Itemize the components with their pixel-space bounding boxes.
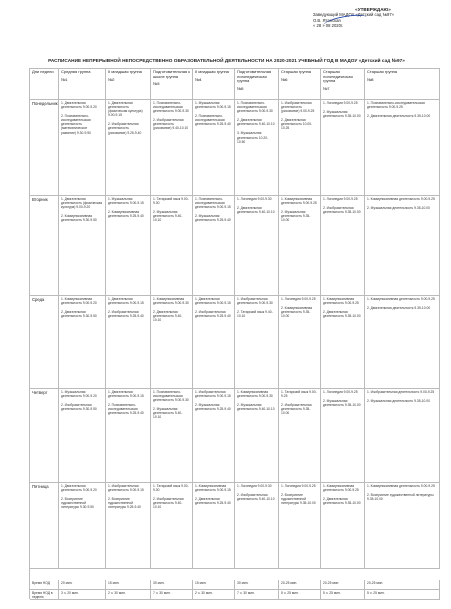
weekday-label: Понедельник: [30, 100, 59, 196]
activity-entry: 1. Двигательная деятельность 9.00-9.15: [108, 390, 144, 399]
approval-signature: [313, 18, 433, 23]
footer-value: 5 ч. 25 мин.: [321, 590, 365, 600]
column-header: [235, 69, 279, 100]
activity-entry: 2. Двигательная деятельность 9.40-10.10: [237, 206, 275, 215]
activity-entry: 2. Двигательная деятельность 9.35-10.00: [323, 497, 361, 506]
activity-entry: 1. Коммуникативная деятельность 9.00-9.25: [323, 484, 359, 493]
schedule-cell: [193, 483, 235, 569]
schedule-cell: [235, 296, 279, 389]
activity-entry: 1. Изобразительная деятельность 9.00-9.15: [195, 390, 231, 399]
schedule-cell: [235, 196, 279, 296]
activity-entry: 2. Коммуникативная деятельность 9.35-10.00: [281, 306, 313, 319]
activity-entry: 1. Коммуникативная деятельность 9.00-9.15: [195, 484, 231, 493]
schedule-cell: [151, 196, 193, 296]
activity-entry: 1. Двигательная деятельность 9.00-9.15: [108, 297, 144, 306]
footer-value: 20-25 мин.: [321, 580, 365, 590]
column-group-name: Дни недели: [32, 69, 54, 74]
activity-entry: 3. Музыкальная деятельность 10.20-10.50: [237, 131, 269, 144]
footer-value: 5 ч. 25 мин.: [279, 590, 321, 600]
column-group-number: №4: [195, 76, 202, 82]
schedule-cell: [235, 389, 279, 483]
activity-entry: 2. Восприятие художественной литературы 9.35-10.00: [367, 493, 434, 502]
activity-entry: 2. Коммуникативная деятельность 9.25-9.40: [108, 210, 144, 219]
activity-entry: 1. Коммуникативная деятельность 9.00-9.25: [323, 297, 359, 306]
schedule-cell: [321, 483, 365, 569]
schedule-cell: [59, 100, 106, 196]
schedule-cell: [279, 483, 321, 569]
schedule-cell: [279, 196, 321, 296]
column-group-name: II младшая группа: [195, 69, 229, 74]
footer-value: 7 ч. 30 мин.: [235, 590, 279, 600]
column-header: [321, 69, 365, 100]
schedule-cell: [365, 483, 440, 569]
schedule-cell: [321, 196, 365, 296]
activity-entry: 2. Музыкальная деятельность 9.35-10.00: [367, 206, 430, 211]
schedule-cell: [151, 296, 193, 389]
column-header: [279, 69, 321, 100]
schedule-cell: [151, 100, 193, 196]
activity-entry: 2. Татарский язык 9.40-10.10: [237, 310, 273, 319]
column-header: [30, 69, 59, 100]
column-group-number: №8: [367, 76, 374, 82]
footer-value: 15 мин.: [106, 580, 151, 590]
activity-entry: 2. Изобразительная деятельность 9.30-9.50: [61, 403, 97, 412]
schedule-cell: [365, 196, 440, 296]
approval-line-1: Заведующий МАДОУ «Детский сад №97»: [313, 12, 394, 18]
activity-entry: 1. Изобразительная деятельность 9.00-9.30: [237, 297, 273, 306]
footer-value: 7 ч. 30 мин.: [151, 590, 193, 600]
column-group-number: №6: [281, 76, 288, 82]
footer-value: 30 мин.: [151, 580, 193, 590]
schedule-cell: [193, 100, 235, 196]
schedule-cell: [279, 100, 321, 196]
activity-entry: 2. Двигательная деятельность 10.00-10.25: [281, 118, 313, 131]
activity-entry: 1. Коммуникативная деятельность 9.00-9.25: [367, 484, 435, 488]
activity-entry: 1. Двигательная деятельность (физическая культура) 9.00-9.20: [61, 197, 103, 210]
activity-entry: 2. Восприятие художественной литературы 9.35-10.00: [281, 493, 316, 506]
activity-entry: 1. Изобразительная деятельность 9.00-9.25: [367, 390, 435, 394]
activity-entry: 2. Двигательная деятельность 9.35-10.00: [367, 306, 431, 311]
activity-entry: 2. Двигательная деятельность 9.30-9.50: [61, 310, 97, 319]
footer-label: Время НОД в неделю: [30, 590, 59, 600]
schedule-cell: [59, 296, 106, 389]
approval-line-2: О.В. Ятанская: [313, 17, 341, 23]
column-group-name: Старшая логопедическая группа: [323, 69, 353, 84]
schedule-cell: [106, 100, 151, 196]
activity-entry: 1. Логопедия 9.00-9.30: [237, 484, 272, 488]
schedule-cell: [193, 389, 235, 483]
activity-entry: 1. Изобразительная деятельность 9.00-9.15: [108, 484, 144, 493]
activity-entry: 2. Коммуникативная деятельность 9.30-9.50: [61, 214, 97, 223]
approval-block: [313, 7, 433, 28]
activity-entry: 2. Познавательно-исследовательская деятельность (математическое развитие) 9.30-9.50: [61, 114, 91, 135]
schedule-cell: [279, 389, 321, 483]
activity-entry: 1. Двигательная деятельность 9.00-9.20: [61, 101, 97, 110]
column-group-name: Подготовительная к школе группа: [153, 69, 190, 79]
activity-entry: 1. Коммуникативная деятельность 9.00-9.25: [281, 197, 317, 206]
activity-entry: 1. Изобразительная деятельность (рисование) 9.00-9.25: [281, 101, 315, 114]
activity-entry: 2. Музыкальная деятельность 9.35-10.00: [367, 399, 430, 404]
activity-entry: 1. Логопедия 9.00-9.25: [281, 484, 316, 488]
column-group-name: Средняя группа: [61, 69, 91, 74]
column-group-number: №7: [323, 85, 330, 91]
activity-entry: 1. Познавательно-исследовательская деятельность 9.00-9.30: [153, 101, 189, 114]
activity-entry: 2. Изобразительная деятельность 9.40-10.10: [153, 497, 184, 510]
activity-entry: 1. Познавательно-исследовательская деятельность 9.00-9.30: [237, 101, 273, 114]
activity-entry: 1. Познавательно-исследовательская деятельность 9.00-9.30: [153, 390, 189, 403]
activity-entry: 2. Музыкальная деятельность 9.35-10.00: [323, 110, 361, 119]
schedule-cell: [151, 483, 193, 569]
schedule-table: [29, 68, 440, 599]
activity-entry: 2. Восприятие художественной литературы 9.30-9.50: [61, 497, 94, 510]
activity-entry: 2. Музыкальная деятельность 9.35-10.00: [323, 399, 361, 408]
activity-entry: 1. Коммуникативная деятельность 9.00-9.25: [367, 297, 435, 301]
activity-entry: 2. Музыкальная деятельность 9.25-9.40: [195, 403, 231, 412]
activity-entry: 1. Коммуникативная деятельность 9.00-9.25: [367, 197, 435, 201]
footer-value: 20 мин.: [59, 580, 106, 590]
activity-entry: 1. Двигательная деятельность 9.00-9.15: [195, 297, 231, 306]
activity-entry: 1. Татарский язык 9.00-9.25: [281, 390, 317, 399]
activity-entry: 1. Музыкальная деятельность 9.00-9.15: [195, 101, 231, 110]
activity-entry: 2. Изобразительная деятельность 9.35-10.00: [323, 206, 361, 215]
activity-entry: 2. Музыкальная деятельность 9.40-10.10: [153, 407, 183, 420]
weekday-label: Среда: [30, 296, 59, 389]
activity-entry: 2. Изобразительная деятельность 9.40-10.10: [237, 493, 275, 502]
column-group-name: II младшая группа: [108, 69, 142, 74]
activity-entry: 1. Двигательная деятельность (физическая культура) 9.00-9.15: [108, 101, 143, 118]
footer-value: 3 ч. 20 мин.: [59, 590, 106, 600]
schedule-cell: [321, 389, 365, 483]
activity-entry: 2. Изобразительная деятельность 9.25-9.40: [195, 310, 231, 319]
schedule-cell: [365, 100, 440, 196]
activity-entry: 1. Логопедия 9.00-9.25: [323, 197, 358, 201]
footer-value: 20-25 мин.: [365, 580, 440, 590]
activity-entry: 2. Двигательная деятельность 9.35-10.00: [367, 114, 431, 119]
activity-entry: 1. Логопедия 9.00-9.25: [281, 297, 316, 301]
schedule-cell: [365, 389, 440, 483]
column-header: [106, 69, 151, 100]
column-group-number: №5: [237, 85, 244, 91]
activity-entry: 1. Коммуникативная деятельность 9.00-9.30: [237, 390, 273, 399]
schedule-cell: [59, 196, 106, 296]
footer-value: 2 ч. 30 мин.: [106, 590, 151, 600]
schedule-cell: [106, 389, 151, 483]
column-header: [151, 69, 193, 100]
activity-entry: 2. Музыкальная деятельность 9.25-9.40: [195, 214, 231, 223]
approval-heading: «УТВЕРЖДАЮ»: [355, 7, 391, 12]
column-header: [193, 69, 235, 100]
schedule-cell: [321, 100, 365, 196]
schedule-cell: [279, 296, 321, 389]
column-group-number: №1: [61, 76, 68, 82]
activity-entry: 1. Логопедия 9.00-9.30: [237, 197, 272, 201]
footer-value: 15 мин.: [193, 580, 235, 590]
approval-date: « 28 » 08 2020г.: [313, 22, 344, 28]
schedule-cell: [59, 483, 106, 569]
activity-entry: 2. Познавательно-исследовательская деятельность 9.25-9.40: [108, 403, 144, 416]
activity-entry: 2. Двигательная деятельность 9.25-9.40: [195, 497, 231, 506]
activity-entry: 1. Логопедия 9.00-9.25: [323, 101, 358, 105]
weekday-label: Вторник: [30, 196, 59, 296]
weekday-label: Четверг: [30, 389, 59, 483]
activity-entry: 2. Музыкальная деятельность 9.35-10.00: [281, 210, 311, 223]
footer-value: 30 мин.: [235, 580, 279, 590]
schedule-cell: [193, 296, 235, 389]
column-group-name: Старшая группа: [367, 69, 398, 74]
activity-entry: 1. Коммуникативная деятельность 9.00-9.30: [153, 297, 189, 306]
activity-entry: 1. Татарский язык 9.00-9.30: [153, 197, 189, 206]
activity-entry: 1. Логопедия 9.00-9.25: [323, 390, 358, 394]
activity-entry: 1. Татарский язык 9.00-9.30: [153, 484, 189, 493]
activity-entry: 2. Двигательная деятельность 9.35-10.00: [323, 310, 361, 319]
page-title: РАСПИСАНИЕ НЕПРЕРЫВНОЙ НЕПОСРЕДСТВЕННО ОБРАЗОВАТЕЛЬНОЙ ДЕЯТЕЛЬНОСТИ НА 2020-2021 УЧЕБНЫЙ ГОД В МАДОУ «Детский сад №97»: [48, 58, 405, 63]
column-header: [59, 69, 106, 100]
activity-entry: 1. Двигательная деятельность 9.00-9.20: [61, 484, 97, 493]
column-group-name: Подготовительная логопедическая группа: [237, 69, 272, 84]
footer-value: 20-25 мин.: [279, 580, 321, 590]
schedule-cell: [106, 483, 151, 569]
activity-entry: 1. Музыкальная деятельность 9.00-9.15: [108, 197, 144, 206]
schedule-cell: [321, 296, 365, 389]
footer-label: Время НОД: [30, 580, 59, 590]
schedule-cell: [193, 196, 235, 296]
activity-entry: 2. Изобразительная деятельность (рисование) 9.25-9.40: [108, 122, 142, 135]
column-group-number: №3: [153, 81, 160, 87]
activity-entry: 2. Изобразительная деятельность 9.25-9.40: [108, 310, 144, 319]
schedule-cell: [106, 296, 151, 389]
column-header: [365, 69, 440, 100]
activity-entry: 2. Познавательно-исследовательская деятельность 9.25-9.40: [195, 114, 231, 127]
activity-entry: 1. Музыкальная деятельность 9.00-9.20: [61, 390, 97, 399]
activity-entry: 1. Познавательно-исследовательская деятельность 9.00-9.25: [367, 101, 425, 110]
weekday-label: Пятница: [30, 483, 59, 569]
schedule-cell: [365, 296, 440, 389]
activity-entry: 1. Познавательно-исследовательская деятельность 9.00-9.15: [195, 197, 231, 210]
activity-entry: 2. Восприятие художественной литературы 9.25-9.40: [108, 497, 141, 510]
column-group-number: №2: [108, 76, 115, 82]
activity-entry: 1. Коммуникативная деятельность 9.00-9.20: [61, 297, 97, 306]
footer-value: 2 ч. 30 мин.: [193, 590, 235, 600]
schedule-cell: [59, 389, 106, 483]
activity-entry: 2. Музыкальная деятельность 9.40-10.10: [237, 403, 275, 412]
footer-value: 5 ч. 25 мин.: [365, 590, 440, 600]
activity-entry: 2. Изобразительная деятельность (рисование) 9.40-10.10: [153, 118, 189, 131]
activity-entry: 2. Двигательная деятельность 9.40-10.10: [153, 310, 183, 323]
schedule-cell: [235, 483, 279, 569]
activity-entry: 2. Двигательная деятельность 9.40-10.10: [237, 118, 275, 127]
activity-entry: 2. Музыкальная деятельность 9.40-10.10: [153, 210, 183, 223]
schedule-cell: [151, 389, 193, 483]
schedule-cell: [106, 196, 151, 296]
activity-entry: 2. Изобразительная деятельность 9.35-10.00: [281, 403, 312, 416]
column-group-name: Старшая группа: [281, 69, 312, 74]
schedule-cell: [235, 100, 279, 196]
